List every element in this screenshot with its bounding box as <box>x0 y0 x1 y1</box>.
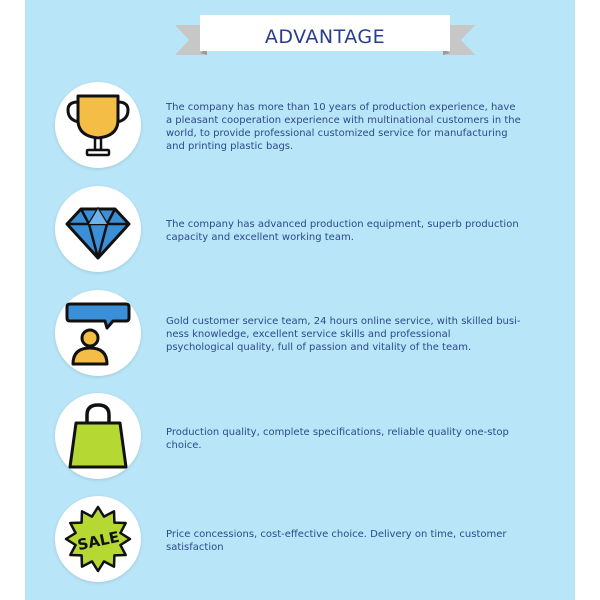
icon-circle <box>55 290 141 376</box>
advantage-text: The company has more than 10 years of production experience, have a pleasant cooperation experience with multinational customers in the world, to provide professional customized service for manufacturing and printing plastic bags. <box>166 102 521 152</box>
sale-label: SALE <box>75 527 121 555</box>
sale-badge-icon <box>63 504 133 574</box>
advantage-text: Price concessions, cost-effective choice. Delivery on time, customer satisfaction <box>166 529 507 553</box>
diamond-icon <box>63 194 133 264</box>
title-ribbon <box>175 13 475 59</box>
advantage-item <box>25 186 575 276</box>
trophy-icon <box>63 90 133 160</box>
advantage-item <box>25 82 575 172</box>
advantage-text: The company has advanced production equipment, superb production capacity and excellent working team. <box>166 219 519 243</box>
page-title: ADVANTAGE <box>264 26 386 48</box>
advantage-text: Gold customer service team, 24 hours online service, with skilled busi-ness knowledge, excellent service skills and professional psychological quality, full of passion and vitality of the team. <box>166 316 521 353</box>
advantage-item <box>25 393 575 483</box>
icon-circle <box>55 496 141 582</box>
icon-circle <box>55 82 141 168</box>
icon-circle <box>55 393 141 479</box>
advantage-text: Production quality, complete specifications, reliable quality one-stop choice. <box>166 427 509 451</box>
advantage-item <box>25 496 575 586</box>
advantage-item <box>25 290 575 380</box>
advantage-panel <box>25 0 575 600</box>
icon-circle <box>55 186 141 272</box>
shopping-bag-icon <box>63 401 133 471</box>
customer-service-icon <box>63 298 133 368</box>
